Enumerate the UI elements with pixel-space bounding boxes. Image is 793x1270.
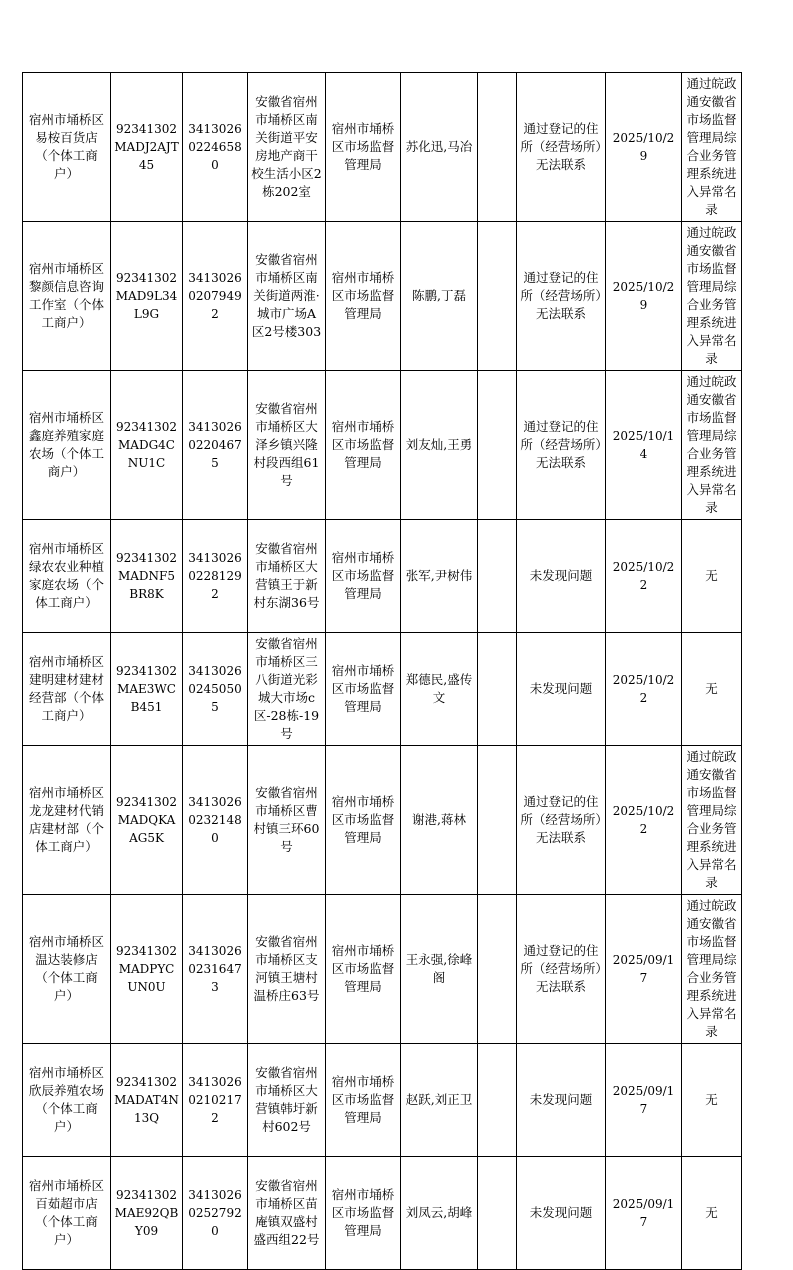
table-row	[23, 222, 742, 371]
cell-credit-code: 92341302MAD9L34L9G	[111, 222, 183, 371]
cell-handling-action: 无	[682, 1157, 742, 1270]
cell-inspectors: 陈鹏,丁磊	[401, 222, 478, 371]
cell-credit-code: 92341302MAE92QBY09	[111, 1157, 183, 1270]
cell-registration-number: 341302602079492	[183, 222, 248, 371]
cell-registration-number: 341302602527920	[183, 1157, 248, 1270]
cell-empty	[478, 371, 517, 520]
cell-inspection-result: 通过登记的住所（经营场所）无法联系	[517, 895, 606, 1044]
cell-business-name: 宿州市埇桥区易桉百货店（个体工商户）	[23, 73, 111, 222]
cell-registration-authority: 宿州市埇桥区市场监督管理局	[326, 1157, 401, 1270]
cell-inspectors: 刘凤云,胡峰	[401, 1157, 478, 1270]
cell-business-name: 宿州市埇桥区绿农农业种植家庭农场（个体工商户）	[23, 520, 111, 633]
table-row	[23, 520, 742, 633]
table-row	[23, 73, 742, 222]
table-row	[23, 1157, 742, 1270]
cell-registration-authority: 宿州市埇桥区市场监督管理局	[326, 1044, 401, 1157]
cell-inspection-date: 2025/10/22	[606, 633, 682, 746]
cell-business-name: 宿州市埇桥区鑫庭养殖家庭农场（个体工商户）	[23, 371, 111, 520]
cell-inspection-date: 2025/10/14	[606, 371, 682, 520]
cell-registration-authority: 宿州市埇桥区市场监督管理局	[326, 73, 401, 222]
cell-address: 安徽省宿州市埇桥区三八街道光彩城大市场c区-28栋-19号	[248, 633, 326, 746]
cell-inspectors: 刘友灿,王勇	[401, 371, 478, 520]
table-row	[23, 1044, 742, 1157]
cell-inspection-date: 2025/10/29	[606, 73, 682, 222]
cell-handling-action: 无	[682, 633, 742, 746]
cell-credit-code: 92341302MADG4CNU1C	[111, 371, 183, 520]
cell-inspection-result: 通过登记的住所（经营场所）无法联系	[517, 371, 606, 520]
cell-credit-code: 92341302MADAT4N13Q	[111, 1044, 183, 1157]
inspection-results-sheet	[22, 72, 741, 1270]
cell-inspection-result: 未发现问题	[517, 1044, 606, 1157]
cell-handling-action: 通过皖政通安徽省市场监督管理局综合业务管理系统进入异常名录	[682, 371, 742, 520]
cell-inspection-result: 通过登记的住所（经营场所）无法联系	[517, 73, 606, 222]
cell-inspection-result: 通过登记的住所（经营场所）无法联系	[517, 222, 606, 371]
cell-inspectors: 谢港,蒋林	[401, 746, 478, 895]
table-row	[23, 633, 742, 746]
cell-registration-authority: 宿州市埇桥区市场监督管理局	[326, 222, 401, 371]
cell-empty	[478, 895, 517, 1044]
cell-registration-authority: 宿州市埇桥区市场监督管理局	[326, 895, 401, 1044]
cell-inspection-date: 2025/09/17	[606, 1157, 682, 1270]
cell-address: 安徽省宿州市埇桥区南关街道两淮·城市广场A区2号楼303	[248, 222, 326, 371]
cell-registration-number: 341302602316473	[183, 895, 248, 1044]
cell-registration-number: 341302602321480	[183, 746, 248, 895]
inspection-table	[22, 72, 742, 1270]
cell-handling-action: 通过皖政通安徽省市场监督管理局综合业务管理系统进入异常名录	[682, 746, 742, 895]
cell-registration-authority: 宿州市埇桥区市场监督管理局	[326, 371, 401, 520]
cell-empty	[478, 1157, 517, 1270]
cell-credit-code: 92341302MADNF5BR8K	[111, 520, 183, 633]
cell-business-name: 宿州市埇桥区百茹超市店（个体工商户）	[23, 1157, 111, 1270]
table-row	[23, 371, 742, 520]
cell-credit-code: 92341302MADQKAAG5K	[111, 746, 183, 895]
cell-registration-authority: 宿州市埇桥区市场监督管理局	[326, 746, 401, 895]
cell-inspectors: 王永强,徐峰阁	[401, 895, 478, 1044]
cell-registration-number: 341302602204675	[183, 371, 248, 520]
cell-address: 安徽省宿州市埇桥区支河镇王塘村温桥庄63号	[248, 895, 326, 1044]
cell-empty	[478, 73, 517, 222]
cell-handling-action: 通过皖政通安徽省市场监督管理局综合业务管理系统进入异常名录	[682, 895, 742, 1044]
cell-inspection-date: 2025/10/22	[606, 746, 682, 895]
cell-registration-number: 341302602102172	[183, 1044, 248, 1157]
cell-address: 安徽省宿州市埇桥区南关街道平安房地产商干校生活小区2栋202室	[248, 73, 326, 222]
cell-registration-number: 341302602450505	[183, 633, 248, 746]
cell-handling-action: 无	[682, 1044, 742, 1157]
cell-handling-action: 通过皖政通安徽省市场监督管理局综合业务管理系统进入异常名录	[682, 73, 742, 222]
cell-business-name: 宿州市埇桥区温达装修店（个体工商户）	[23, 895, 111, 1044]
table-body	[23, 73, 742, 1270]
cell-address: 安徽省宿州市埇桥区大泽乡镇兴隆村段西组61号	[248, 371, 326, 520]
cell-address: 安徽省宿州市埇桥区苗庵镇双盛村盛西组22号	[248, 1157, 326, 1270]
cell-inspectors: 苏化迅,马冶	[401, 73, 478, 222]
cell-inspection-date: 2025/09/17	[606, 895, 682, 1044]
cell-empty	[478, 520, 517, 633]
cell-handling-action: 无	[682, 520, 742, 633]
cell-inspectors: 郑德民,盛传文	[401, 633, 478, 746]
cell-registration-number: 341302602246580	[183, 73, 248, 222]
cell-inspection-result: 通过登记的住所（经营场所）无法联系	[517, 746, 606, 895]
cell-inspection-result: 未发现问题	[517, 1157, 606, 1270]
cell-address: 安徽省宿州市埇桥区曹村镇三环60号	[248, 746, 326, 895]
cell-inspection-date: 2025/10/22	[606, 520, 682, 633]
cell-empty	[478, 1044, 517, 1157]
cell-business-name: 宿州市埇桥区建明建材建材经营部（个体工商户）	[23, 633, 111, 746]
cell-empty	[478, 746, 517, 895]
cell-inspection-date: 2025/09/17	[606, 1044, 682, 1157]
cell-handling-action: 通过皖政通安徽省市场监督管理局综合业务管理系统进入异常名录	[682, 222, 742, 371]
table-row	[23, 746, 742, 895]
cell-credit-code: 92341302MADPYCUN0U	[111, 895, 183, 1044]
cell-inspection-date: 2025/10/29	[606, 222, 682, 371]
cell-inspection-result: 未发现问题	[517, 520, 606, 633]
table-row	[23, 895, 742, 1044]
cell-registration-authority: 宿州市埇桥区市场监督管理局	[326, 520, 401, 633]
cell-inspectors: 张军,尹树伟	[401, 520, 478, 633]
cell-business-name: 宿州市埇桥区龙龙建材代销店建材部（个体工商户）	[23, 746, 111, 895]
cell-address: 安徽省宿州市埇桥区大营镇王于新村东湖36号	[248, 520, 326, 633]
cell-address: 安徽省宿州市埇桥区大营镇韩圩新村602号	[248, 1044, 326, 1157]
cell-empty	[478, 222, 517, 371]
cell-empty	[478, 633, 517, 746]
cell-business-name: 宿州市埇桥区欣辰养殖农场（个体工商户）	[23, 1044, 111, 1157]
cell-inspection-result: 未发现问题	[517, 633, 606, 746]
cell-inspectors: 赵跃,刘正卫	[401, 1044, 478, 1157]
cell-registration-number: 341302602281292	[183, 520, 248, 633]
cell-credit-code: 92341302MADJ2AJT45	[111, 73, 183, 222]
cell-registration-authority: 宿州市埇桥区市场监督管理局	[326, 633, 401, 746]
cell-credit-code: 92341302MAE3WCB451	[111, 633, 183, 746]
cell-business-name: 宿州市埇桥区黎颜信息咨询工作室（个体工商户）	[23, 222, 111, 371]
